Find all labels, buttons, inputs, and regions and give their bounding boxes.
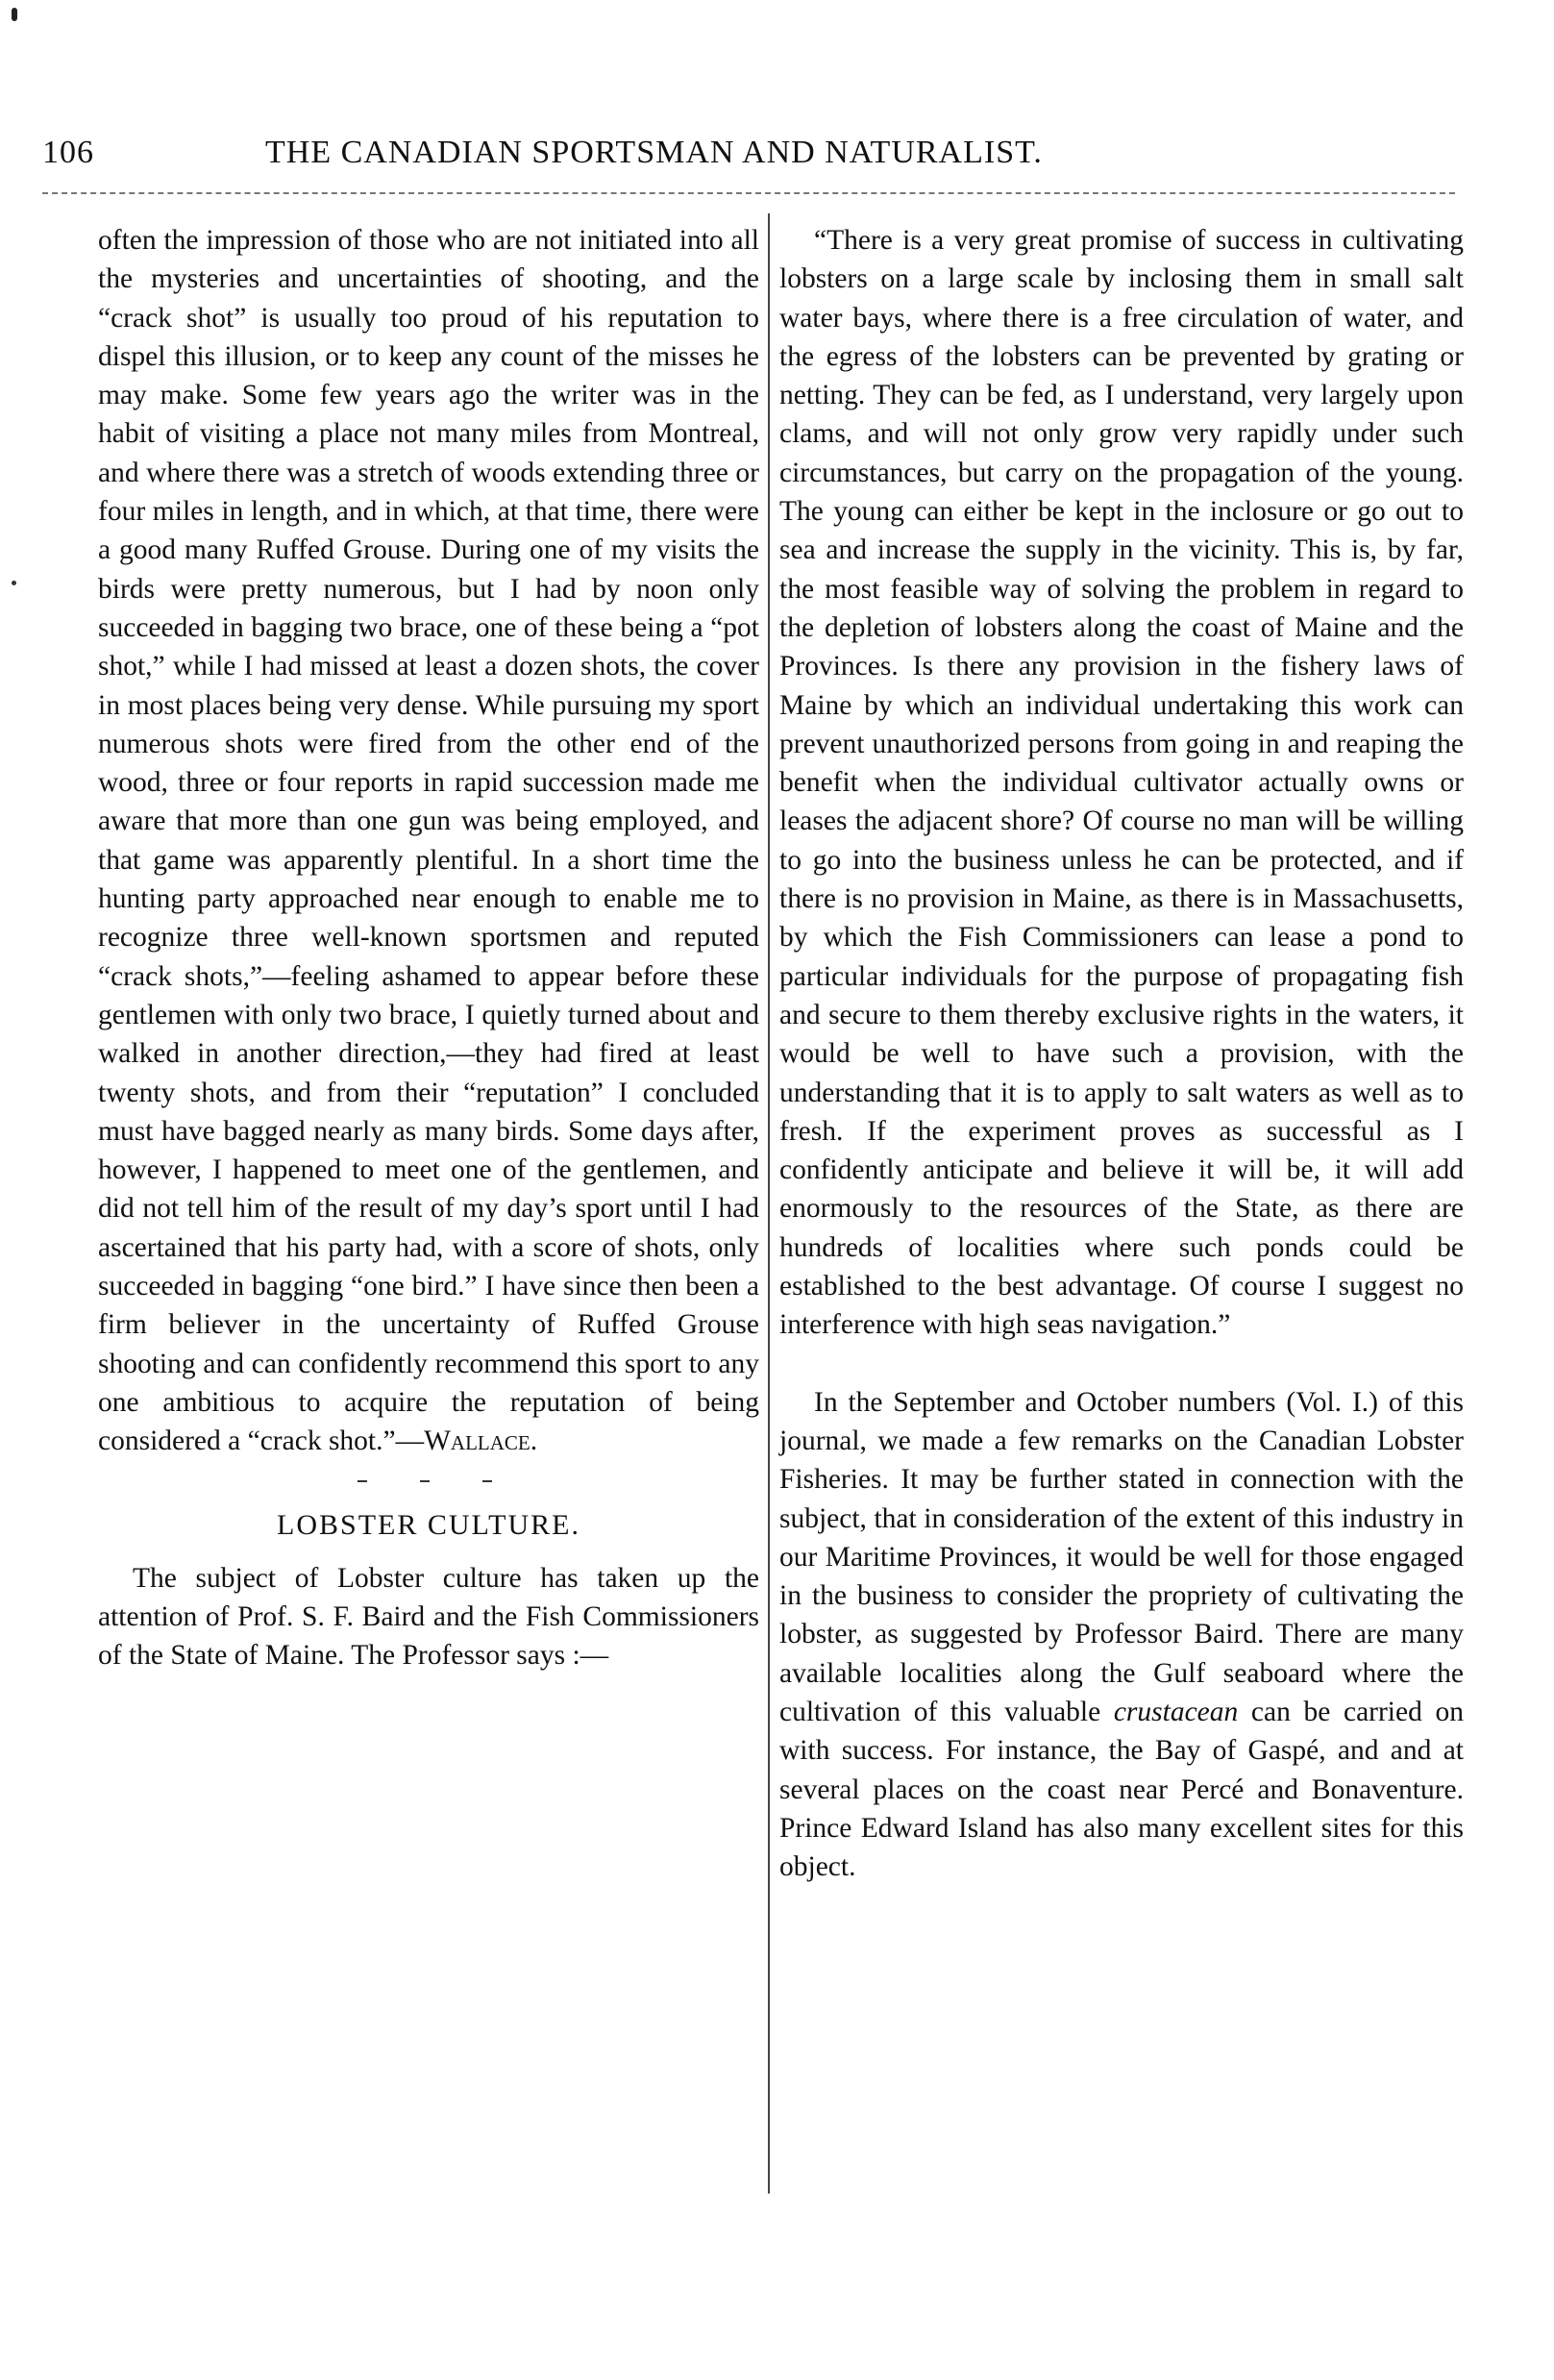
page-number: 106 bbox=[42, 135, 94, 170]
page-header bbox=[42, 135, 1455, 179]
column-divider bbox=[768, 213, 770, 2194]
paragraph-text-start: In the September and October numbers (Vol. I.) of this journal, we made a few remarks on the Canadian Lobster Fisheries. It may be further stated in connection with the subject, that in consideration of the extent of this industry in our Maritime Provinces, it would be well for those engaged in the business to consider the propriety of cultivating the lobster, as suggested by Professor Baird. There are many available localities along the Gulf seaboard where the cultivation of this valuable bbox=[779, 1386, 1464, 1727]
section-heading: LOBSTER CULTURE. bbox=[277, 1508, 580, 1541]
running-title: THE CANADIAN SPORTSMAN AND NATURALIST. bbox=[265, 135, 1043, 170]
author-signature: Wallace. bbox=[424, 1426, 538, 1457]
italic-term: crustacean bbox=[1113, 1696, 1239, 1727]
grouse-paragraph bbox=[98, 221, 759, 1461]
left-column bbox=[98, 221, 759, 1674]
paragraph-text-end: can be carried on with success. For instance, the Bay of Gaspé, and and at several places on the coast near Percé and Bonaventure. Prince Edward Island has also many excellent sites for this object. bbox=[779, 1696, 1464, 1883]
grouse-paragraph-text: often the impression of those who are not initiated into all the mysteries and uncertainties of shooting, and the “crack shot” is usually too proud of his reputation to dispel this illusion, or to keep any count of the misses he may make. Some few years ago the writer was in the habit of visiting a place not many miles from Montreal, and where there was a stretch of woods extending three or four miles in length, and in which, at that time, there were a good many Ruffed Grouse. During one of my visits the birds were pretty numerous, but I had by noon only succeeded in bagging two brace, one of these being a “pot shot,” while I had missed at least a dozen shots, the cover in most places being very dense. While pursuing my sport numerous shots were fired from the other end of the wood, three or four reports in rapid succession made me aware that more than one gun was being employed, and that game was apparently plentiful. In a short time the hunting party approached near enough to enable me to recognize three well-known sportsmen and reputed “crack shots,”—feeling ashamed to appear before these gentlemen with only two brace, I quietly turned about and walked in another direction,—they had fired at least twenty shots, and from their “reputation” I concluded must have bagged nearly as many birds. Some days after, however, I happened to meet one of the gentlemen, and did not tell him of the result of my day’s sport until I had ascertained that his party had, with a score of shots, only succeeded in bagging “one bird.” I have since then been a firm believer in the uncertainty of Ruffed Grouse shooting and can confidently recommend this sport to any one ambitious to acquire the reputation of being considered a “crack shot.”— bbox=[98, 225, 759, 1457]
right-column bbox=[779, 221, 1464, 1886]
paragraph-gap bbox=[779, 1345, 1464, 1383]
ink-dot bbox=[12, 581, 16, 585]
baird-quote-paragraph: “There is a very great promise of success in cultivating lobsters on a large scale by inclosing them in small salt water bays, where there is a free circulation of water, and the egress of the lobsters can be prevented by grating or netting. They can be fed, as I understand, very largely upon clams, and will not only grow very rapidly under such circumstances, but carry on the propagation of the young. The young can either be kept in the inclosure or go out to sea and increase the supply in the vicinity. This is, by far, the most feasible way of solving the problem in regard to the depletion of lobsters along the coast of Maine and the Provinces. Is there any provision in the fishery laws of Maine by which an individual undertaking this work can prevent unauthorized persons from going in and reaping the benefit when the individual cultivator actually owns or leases the adjacent shore? Of course no man will be willing to go into the business unless he can be protected, and if there is no provision in Maine, as there is in Massachusetts, by which the Fish Commissioners can lease a pond to particular individuals for the purpose of propagating fish and secure to them thereby exclusive rights in the waters, it would be well to have such a provision, with the understanding that it is to apply to salt waters as well as to fresh. If the experiment proves as successful as I confidently anticipate and believe it will be, it will add enormously to the resources of the State, as there are hundreds of localities where such ponds could be established to the best advantage. Of course I suggest no interference with high seas navigation.” bbox=[779, 225, 1464, 1341]
lobster-intro-paragraph: The subject of Lobster culture has taken up the attention of Prof. S. F. Baird and the Fish Commissioners of the State of Maine. The Professor says :— bbox=[98, 1562, 759, 1672]
header-rule bbox=[42, 192, 1455, 194]
ink-mark bbox=[12, 8, 17, 21]
section-separator bbox=[98, 1461, 759, 1500]
lobster-fisheries-paragraph bbox=[779, 1383, 1464, 1887]
